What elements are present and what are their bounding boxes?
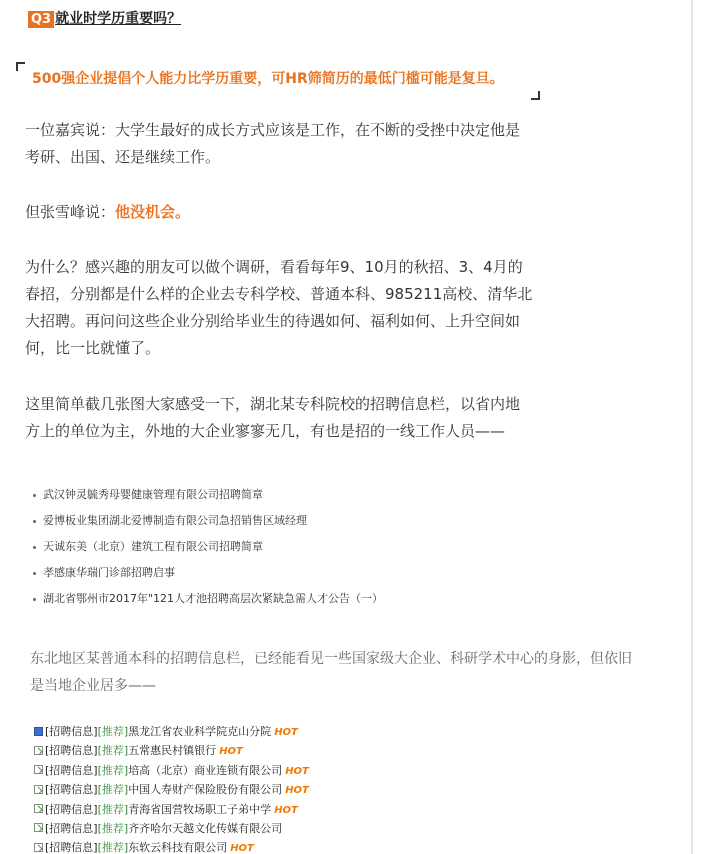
job-title-link[interactable]: 中国人寿财产保险股份有限公司: [128, 783, 283, 797]
job-row[interactable]: [34, 780, 309, 799]
tag-info: [招聘信息]: [45, 783, 98, 797]
tag-recommend: [推荐]: [97, 744, 129, 758]
paragraph-zhang: [25, 199, 190, 226]
tag-info: [招聘信息]: [45, 841, 98, 854]
tag-info: [招聘信息]: [45, 763, 98, 777]
tag-recommend: [推荐]: [97, 802, 129, 816]
bullet-icon: [33, 520, 36, 523]
paragraph-line: 春招，分别都是什么样的企业去专科学校、普通本科、985211高校、清华北: [25, 285, 533, 303]
highlight-text: 他没机会。: [115, 203, 191, 221]
list-item[interactable]: 孝感康华瑞门诊部招聘启事: [33, 560, 383, 586]
paragraph-line: 方上的单位为主，外地的大企业寥寥无几，有也是招的一线工作人员——: [25, 422, 506, 440]
job-title-link[interactable]: 黑龙江省农业科学院克山分院: [128, 725, 272, 738]
tag-info: [招聘信息]: [45, 802, 98, 816]
bullet-icon: [33, 494, 36, 497]
job-title-link[interactable]: 培高（北京）商业连锁有限公司: [128, 763, 283, 777]
checkbox-icon: [34, 746, 43, 755]
bullet-icon: [33, 572, 36, 575]
hot-badge: HOT: [285, 765, 309, 777]
hot-badge: HOT: [274, 727, 298, 738]
paragraph-line: 何，比一比就懂了。: [25, 339, 161, 357]
paragraph-guest: [25, 117, 520, 171]
job-row[interactable]: [34, 838, 309, 854]
tag-recommend: [推荐]: [97, 783, 129, 797]
right-divider: [691, 0, 693, 854]
tag-recommend: [推荐]: [97, 725, 129, 738]
hot-badge: HOT: [219, 746, 243, 758]
quote-bracket-right: [531, 91, 540, 100]
paragraph-line: 这里简单截几张图大家感受一下，湖北某专科院校的招聘信息栏，以省内地: [25, 395, 521, 413]
question-heading: [28, 8, 181, 28]
paragraph-why: [25, 254, 532, 362]
job-title-link[interactable]: 青海省国营牧场职工子弟中学: [128, 802, 272, 816]
checkbox-icon: [34, 823, 43, 832]
job-row[interactable]: [34, 741, 309, 760]
job-row[interactable]: [34, 819, 309, 838]
tag-info: [招聘信息]: [45, 744, 98, 758]
hot-badge: HOT: [285, 785, 309, 797]
list-item[interactable]: 湖北省鄂州市2017年"121人才池招聘高层次紧缺急需人才公告（一）: [33, 586, 383, 612]
tag-recommend: [推荐]: [97, 763, 129, 777]
paragraph-line: 大招聘。再问问这些企业分别给毕业生的待遇如何、福利如何、上升空间如: [25, 312, 521, 330]
list-item[interactable]: 爱博板业集团湖北爱博制造有限公司急招销售区域经理: [33, 508, 383, 534]
tag-info: [招聘信息]: [45, 725, 98, 738]
paragraph-northeast: [30, 646, 690, 700]
job-title-link[interactable]: 东软云科技有限公司: [128, 841, 228, 854]
quote-bracket-left: [16, 62, 25, 71]
pull-quote-text: 500强企业提倡个人能力比学历重要，可HR筛简历的最低门槛可能是复旦。: [32, 71, 504, 87]
paragraph-line: 一位嘉宾说：大学生最好的成长方式应该是工作，在不断的受挫中决定他是: [25, 121, 521, 139]
paragraph-line: 是当地企业居多——: [30, 678, 156, 694]
job-title-link[interactable]: 五常惠民村镇银行: [128, 744, 217, 758]
checkbox-icon: [34, 765, 43, 774]
question-title[interactable]: 就业时学历重要吗？: [55, 11, 182, 27]
bullet-icon: [33, 546, 36, 549]
checkbox-icon: [34, 843, 43, 852]
paragraph-line: 考研、出国、还是继续工作。: [25, 148, 221, 166]
new-icon: [34, 727, 43, 736]
job-row[interactable]: [34, 800, 309, 819]
northeast-job-list: [34, 722, 309, 854]
list-item[interactable]: 武汉钟灵毓秀母婴健康管理有限公司招聘简章: [33, 482, 383, 508]
checkbox-icon: [34, 804, 43, 813]
tag-info: [招聘信息]: [45, 821, 98, 835]
hot-badge: HOT: [230, 843, 254, 854]
hot-badge: HOT: [274, 804, 298, 816]
tag-recommend: [推荐]: [97, 821, 129, 835]
tag-recommend: [推荐]: [97, 841, 129, 854]
paragraph-text: 但张雪峰说：: [25, 203, 116, 221]
paragraph-line: 为什么？感兴趣的朋友可以做个调研，看看每年9、10月的秋招、3、4月的: [25, 258, 523, 276]
bullet-icon: [33, 598, 36, 601]
paragraph-line: 东北地区某普通本科的招聘信息栏，已经能看见一些国家级大企业、科研学术中心的身影，但依旧: [30, 651, 632, 667]
job-title-link[interactable]: 齐齐哈尔天越文化传媒有限公司: [128, 821, 283, 835]
job-row[interactable]: [34, 722, 309, 741]
job-row[interactable]: [34, 761, 309, 780]
list-item[interactable]: 天诚东美（北京）建筑工程有限公司招聘简章: [33, 534, 383, 560]
pull-quote: [16, 62, 540, 100]
hubei-job-list: [33, 482, 383, 612]
paragraph-hubei: [25, 391, 520, 445]
question-badge: Q3: [28, 11, 54, 28]
checkbox-icon: [34, 785, 43, 794]
